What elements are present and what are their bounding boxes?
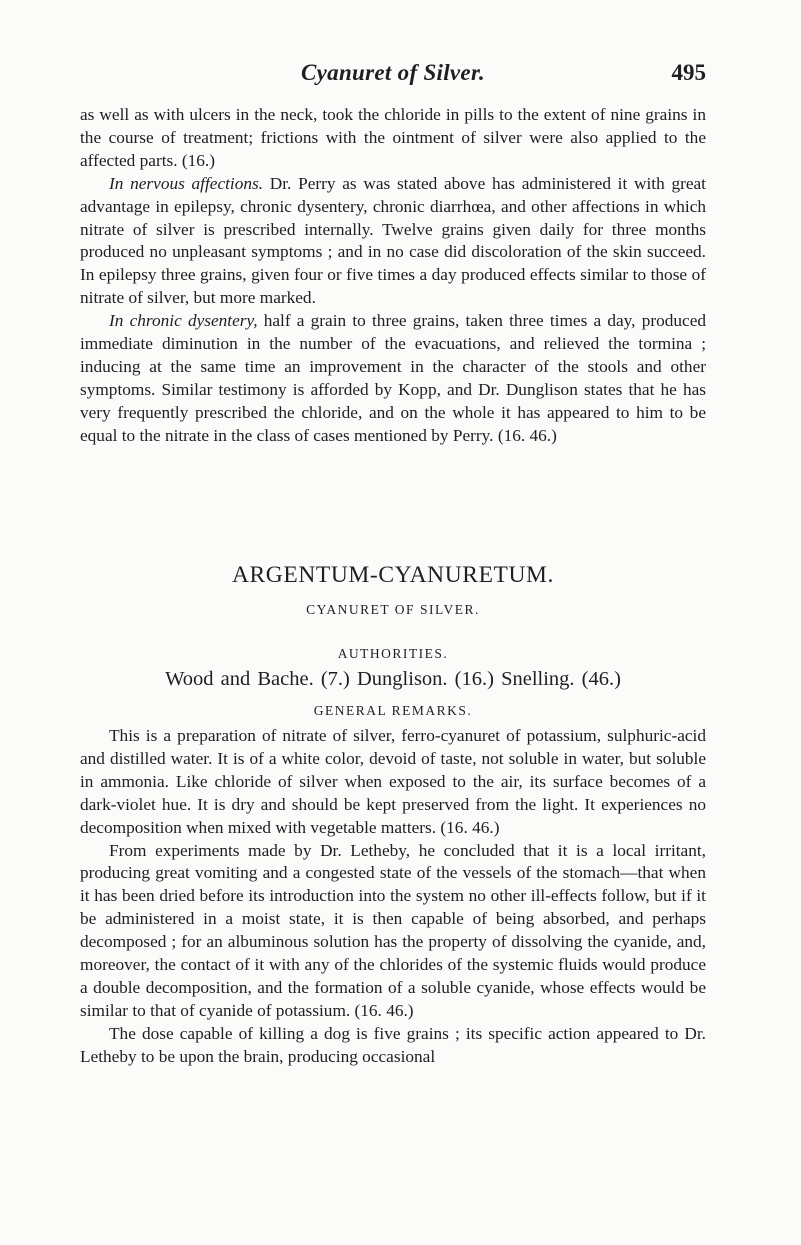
running-title: Cyanuret of Silver. xyxy=(301,60,485,85)
paragraph-letheby-experiments: From experiments made by Dr. Letheby, he concluded that it is a local irritant, producing great vomiting and a congested state of the vessels of the stomach—that when it has been dried before its introduction into the system no other ill-effects follow, but if it be administered in a moist state, it is then capable of being absorbed, and perhaps decomposed ; for an albuminous solution has the property of dissolving the cyanide, and, moreover, the contact of it with any of the chlorides of the systemic fluids would produce a double decomposition, and the formation of a soluble cyanide, whose effects would be similar to that of cyanide of potassium. (16. 46.) xyxy=(80,840,706,1020)
lead-chronic-dysentery: In chronic dysentery, xyxy=(109,311,258,331)
section-subheading: CYANURET OF SILVER. xyxy=(306,602,480,617)
section-chloride-continued xyxy=(80,104,706,448)
section-heading: ARGENTUM-CYANURETUM. xyxy=(231,562,555,588)
paragraph-dysentery-text: half a grain to three grains, taken three times a day, produced immediate diminution in the number of the evacuations, and relieved the tormina ; inducing at the same time an improvement in the character of the stools and other symptoms. Similar testimony is afforded by Kopp, and Dr. Dunglison states that he has very frequently prescribed the chloride, and on the whole it has appeared to him to be equal to the nitrate in the class of cases mentioned by Perry. (16. 46.) xyxy=(80,311,707,445)
authorities-label: AUTHORITIES. xyxy=(337,646,449,661)
paragraph-chronic-dysentery xyxy=(80,310,706,447)
paragraph-preparation: This is a preparation of nitrate of silver, ferro-cyanuret of potassium, sulphuric-acid and distilled water. It is of a white color, devoid of taste, not soluble in water, but soluble in ammonia. Like chloride of silver when exposed to the air, its surface becomes of a dark-violet hue. It is dry and should be kept preserved from the light. It experiences no decomposition when mixed with vegetable matters. (16. 46.) xyxy=(80,726,706,837)
running-head xyxy=(80,60,706,94)
section-cyanuret-remarks xyxy=(80,725,706,1069)
authorities-list: Wood and Bache. (7.) Dunglison. (16.) Snelling. (46.) xyxy=(165,668,621,690)
lead-nervous-affections: In nervous affections. xyxy=(109,173,264,193)
paragraph-ulcers: as well as with ulcers in the neck, took the chloride in pills to the extent of nine grains in the course of treatment; frictions with the ointment of silver were also applied to the affected parts. (16.) xyxy=(80,105,706,170)
general-remarks-label: GENERAL REMARKS. xyxy=(313,703,473,718)
paragraph-nervous-affections xyxy=(80,173,706,310)
paragraph-dose: The dose capable of killing a dog is five grains ; its specific action appeared to Dr. Letheby to be upon the brain, producing occasional xyxy=(80,1023,706,1066)
paragraph-nervous-text: Dr. Perry as was stated above has administered it with great advantage in epilepsy, chronic dysentery, chronic diarrhœa, and other affections in which nitrate of silver is prescribed internally. Twelve grains given daily for three months produced no unpleasant symptoms ; and in no case did discoloration of the skin succeed. In epilepsy three grains, given four or five times a day produced effects similar to those of nitrate of silver, but more marked. xyxy=(80,173,706,308)
page-number: 495 xyxy=(671,60,706,85)
